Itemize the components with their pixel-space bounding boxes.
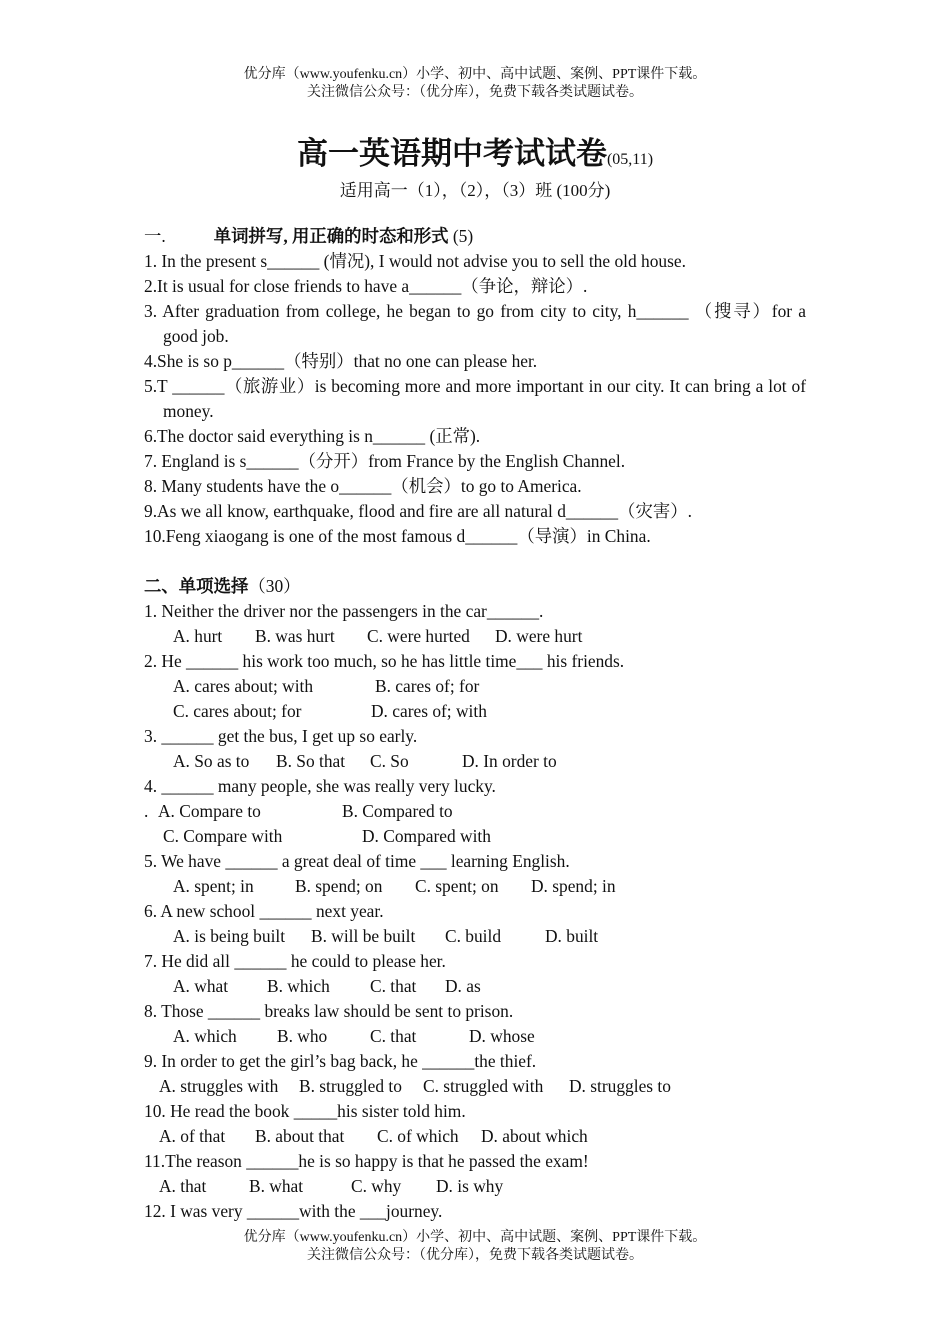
- option: D. struggles to: [569, 1076, 671, 1096]
- spelling-item: 3. After graduation from college, he began to go from city to city, h______ （搜寻）for a good job.: [144, 301, 806, 346]
- option: C. cares about; for: [173, 701, 302, 721]
- option: D. spend; in: [531, 876, 616, 896]
- question-stem: 7. He did all ______ he could to please her.: [144, 951, 446, 971]
- question-options: [144, 1074, 806, 1099]
- header-line-2: 关注微信公众号：（优分库），免费下载各类试题试卷。: [307, 85, 643, 100]
- option: C. spent; on: [415, 876, 499, 896]
- option: B. what: [249, 1176, 304, 1196]
- question-options: [144, 924, 806, 949]
- question-stem: 3. ______ get the bus, I get up so early.: [144, 726, 418, 746]
- question-options: [144, 699, 806, 724]
- option: A. cares about; with: [173, 676, 314, 696]
- option: C. were hurted: [367, 626, 470, 646]
- question-stem: 5. We have ______ a great deal of time ___ learning English.: [144, 851, 570, 871]
- option: B. who: [277, 1026, 328, 1046]
- option: A. of that: [159, 1126, 226, 1146]
- section2-title: 二、单项选择: [144, 576, 249, 596]
- option: B. about that: [255, 1126, 345, 1146]
- footer-line-1: 优分库（www.youfenku.cn）小学、初中、高中试题、案例、PPT课件下载。: [243, 1230, 707, 1245]
- spelling-item: 6.The doctor said everything is n______ (正常).: [144, 426, 481, 446]
- question-stem: 8. Those ______ breaks law should be sent to prison.: [144, 1001, 514, 1021]
- option: A. is being built: [173, 926, 286, 946]
- footer-line-2: 关注微信公众号：（优分库），免费下载各类试题试卷。: [307, 1248, 643, 1263]
- question-options: [144, 824, 806, 849]
- option: D. were hurt: [495, 626, 583, 646]
- spelling-item: 8. Many students have the o______（机会）to go to America.: [144, 476, 582, 496]
- section1-heading: [144, 224, 806, 249]
- option: B. spend; on: [295, 876, 383, 896]
- question-stem: 11.The reason ______he is so happy is that he passed the exam!: [144, 1151, 589, 1171]
- option: A. hurt: [173, 626, 223, 646]
- section1-score: (5): [452, 226, 474, 246]
- page-subtitle: 适用高一（1），（2），（3）班 (100分): [339, 181, 611, 200]
- question-options: [144, 749, 806, 774]
- option: D. built: [545, 926, 599, 946]
- question-stem: 9. In order to get the girl’s bag back, he ______the thief.: [144, 1051, 537, 1071]
- option: A. that: [159, 1176, 207, 1196]
- question-options: [144, 624, 806, 649]
- option: A. Compare to: [158, 801, 261, 821]
- option: B. So that: [276, 751, 346, 771]
- option: A. what: [173, 976, 229, 996]
- spelling-item: 2.It is usual for close friends to have a______（争论，辩论）.: [144, 276, 588, 296]
- spelling-item: 4.She is so p______（特别）that no one can please her.: [144, 351, 538, 371]
- question-options: [144, 1124, 806, 1149]
- question-stem: 1. Neither the driver nor the passengers in the car______.: [144, 601, 544, 621]
- question-stem: 4. ______ many people, she was really very lucky.: [144, 776, 496, 796]
- option: D. whose: [469, 1026, 535, 1046]
- option: C. why: [351, 1176, 402, 1196]
- option: D. about which: [481, 1126, 588, 1146]
- option: A. which: [173, 1026, 237, 1046]
- spelling-item: 5.T ______（旅游业）is becoming more and more important in our city. It can bring a lot of money.: [144, 376, 806, 421]
- question-options: [144, 799, 806, 824]
- spelling-item: 1. In the present s______ (情况), I would not advise you to sell the old house.: [144, 251, 686, 271]
- spelling-item: 9.As we all know, earthquake, flood and fire are all natural d______（灾害）.: [144, 501, 692, 521]
- option: C. So: [370, 751, 409, 771]
- question-stem: 10. He read the book _____his sister told him.: [144, 1101, 466, 1121]
- question-options: [144, 974, 806, 999]
- question-stem: 6. A new school ______ next year.: [144, 901, 384, 921]
- spelling-item: 7. England is s______（分开）from France by the English Channel.: [144, 451, 626, 471]
- option: C. struggled with: [423, 1076, 544, 1096]
- page-header: [0, 66, 950, 102]
- spelling-item: 10.Feng xiaogang is one of the most famous d______（导演）in China.: [144, 526, 651, 546]
- option: B. cares of; for: [375, 676, 480, 696]
- section2-heading: [144, 574, 806, 599]
- option: B. Compared to: [342, 801, 453, 821]
- section1-number: 一.: [144, 226, 166, 246]
- option: C. that: [370, 976, 417, 996]
- option: C. of which: [377, 1126, 459, 1146]
- option: C. Compare with: [163, 826, 283, 846]
- section2-score: （30）: [248, 576, 301, 596]
- page-title: [0, 128, 950, 173]
- option: C. that: [370, 1026, 417, 1046]
- option: A. struggles with: [159, 1076, 279, 1096]
- option: D. cares of; with: [371, 701, 487, 721]
- question-options: [144, 1174, 806, 1199]
- option: B. which: [267, 976, 330, 996]
- title-code: (05,11): [606, 151, 654, 168]
- section1-title: 单词拼写, 用正确的时态和形式: [213, 226, 449, 246]
- question-options: [144, 874, 806, 899]
- option: A. spent; in: [173, 876, 254, 896]
- question-options: [144, 1024, 806, 1049]
- option: D. In order to: [462, 751, 557, 771]
- header-line-1: 优分库（www.youfenku.cn）小学、初中、高中试题、案例、PPT课件下载。: [243, 67, 707, 82]
- option: A. So as to: [173, 751, 250, 771]
- question-stem: 12. I was very ______with the ___journey.: [144, 1201, 443, 1221]
- question-stem: 2. He ______ his work too much, so he has little time___ his friends.: [144, 651, 625, 671]
- option: D. Compared with: [362, 826, 491, 846]
- page-footer: [0, 1229, 950, 1265]
- option: B. will be built: [311, 926, 416, 946]
- option: D. as: [445, 976, 481, 996]
- option: B. struggled to: [299, 1076, 402, 1096]
- exam-content: [144, 224, 806, 1224]
- option: B. was hurt: [255, 626, 335, 646]
- option: C. build: [445, 926, 502, 946]
- title-main: 高一英语期中考试试卷: [296, 136, 607, 172]
- option: D. is why: [436, 1176, 504, 1196]
- option-lead: .: [144, 801, 149, 821]
- question-options: [144, 674, 806, 699]
